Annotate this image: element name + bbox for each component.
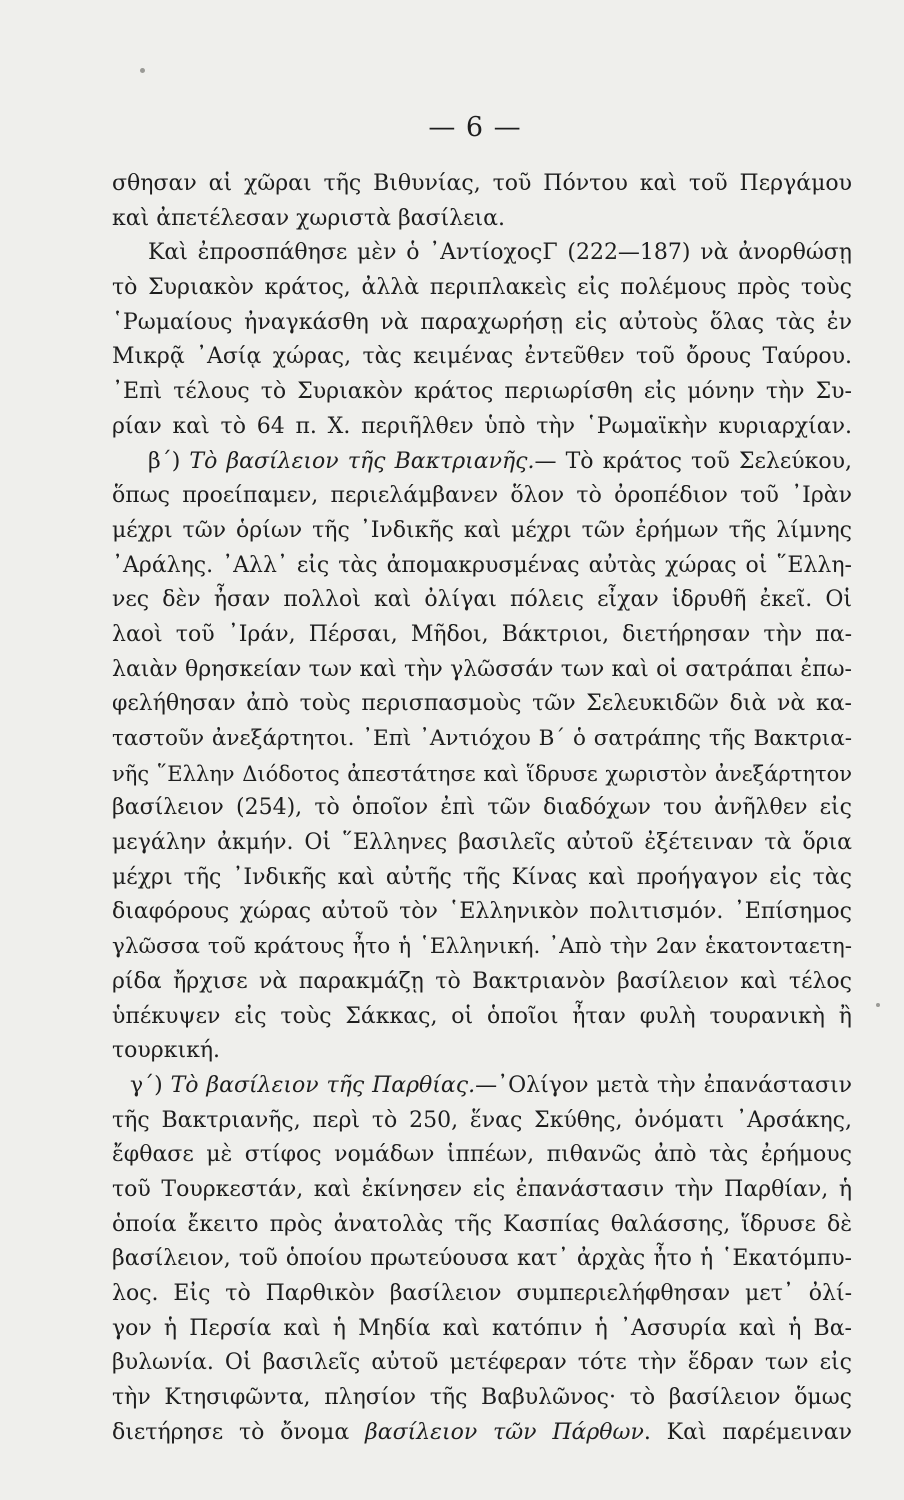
text-line: βασίλειον, τοῦ ὁποίου πρωτεύουσα κατ᾿ ἀρχὰς ἦτο ἡ ῾Εκατόμπυ-	[112, 1246, 852, 1272]
text-line: τὸ Συριακὸν κράτος, ἀλλὰ περιπλακεὶς εἰς πολέμους πρὸς τοὺς	[112, 275, 852, 301]
text-line: ὅπως προείπαμεν, περιελάμβανεν ὅλον τὸ ὀροπέδιον τοῦ ᾿Ιρὰν	[112, 483, 852, 509]
ink-speck	[140, 68, 145, 73]
text-line: καὶ ἀπετέλεσαν χωριστὰ βασίλεια.	[112, 205, 505, 231]
text-line: λαοὶ τοῦ ᾿Ιράν, Πέρσαι, Μῆδοι, Βάκτριοι, διετήρησαν τὴν πα-	[112, 621, 852, 647]
text-line: φελήθησαν ἀπὸ τοὺς περισπασμοὺς τῶν Σελευκιδῶν διὰ νὰ κα-	[112, 691, 852, 717]
text-line: ρίδα ἤρχισε νὰ παρακμάζῃ τὸ Βακτριανὸν βασίλειον καὶ τέλος	[112, 968, 852, 994]
text-line: λαιὰν θρησκείαν των καὶ τὴν γλῶσσάν των καὶ οἱ σατράπαι ἐπω-	[112, 656, 852, 682]
text-line: ᾿Επὶ τέλους τὸ Συριακὸν κράτος περιωρίσθη εἰς μόνην τὴν Συ-	[112, 379, 852, 405]
section-title: Τὸ βασίλειον τῆς Βακτριανῆς.	[189, 448, 535, 474]
text-line: τῆς Βακτριανῆς, περὶ τὸ 250, ἕνας Σκύθης, ὀνόματι ᾿Αρσάκης,	[112, 1107, 852, 1133]
ink-speck	[876, 1003, 880, 1007]
text-line: μεγάλην ἀκμήν. Οἱ ῞Ελληνες βασιλεῖς αὐτοῦ ἐξέτειναν τὰ ὅρια	[112, 830, 852, 856]
section-title: Τὸ βασίλειον τῆς Παρθίας.	[170, 1072, 476, 1098]
text-line: ᾿Αράλης. ᾿Αλλ᾿ εἰς τὰς ἀπομακρυσμένας αὐτὰς χώρας οἱ ῞Ελλη-	[112, 552, 852, 578]
text-line: τουρκική.	[112, 1038, 221, 1064]
text-line: βυλωνία. Οἱ βασιλεῖς αὐτοῦ μετέφεραν τότε τὴν ἕδραν των εἰς	[112, 1350, 852, 1376]
line-text: διετήρησε τὸ ὄνομα	[112, 1419, 366, 1445]
text-line: γον ἡ Περσία καὶ ἡ Μηδία καὶ κατόπιν ἡ ᾿Ασσυρία καὶ ἡ Βα-	[112, 1315, 852, 1341]
page-number: — 6 —	[428, 112, 522, 143]
text-line: ἔφθασε μὲ στίφος νομάδων ἱππέων, πιθανῶς ἀπὸ τὰς ἐρήμους	[112, 1142, 852, 1168]
section-text: —᾿Ολίγον μετὰ τὴν ἐπανάστασιν	[475, 1072, 852, 1098]
text-line: νῆς ῞Ελλην Διόδοτος ἀπεστάτησε καὶ ἵδρυσε χωριστὸν ἀνεξάρτητον	[112, 761, 852, 786]
body-text	[112, 167, 852, 1450]
section-heading-line	[112, 445, 852, 480]
text-line: διαφόρους χώρας αὐτοῦ τὸν ῾Ελληνικὸν πολιτισμόν. ᾿Επίσημος	[112, 899, 852, 925]
text-line: λος. Εἰς τὸ Παρθικὸν βασίλειον συμπεριελήφθησαν μετ᾿ ὀλί-	[112, 1281, 852, 1306]
text-line: νες δὲν ἦσαν πολλοὶ καὶ ὀλίγαι πόλεις εἶχαν ἱδρυθῆ ἐκεῖ. Οἱ	[112, 587, 852, 613]
text-line: ρίαν καὶ τὸ 64 π. Χ. περιῆλθεν ὑπὸ τὴν ῾Ρωμαϊκὴν κυριαρχίαν.	[112, 413, 852, 439]
text-line: ὁποία ἔκειτο πρὸς ἀνατολὰς τῆς Κασπίας θαλάσσης, ἵδρυσε δὲ	[112, 1211, 852, 1237]
paragraph-first-line: Καὶ ἐπροσπάθησε μὲν ὁ ᾿ΑντίοχοςΓ (222—187) νὰ ἀνορθώσῃ	[148, 240, 852, 266]
text-line: τὴν Κτησιφῶντα, πλησίον τῆς Βαβυλῶνος· τὸ βασίλειον ὅμως	[112, 1385, 852, 1411]
text-line: μέχρι τῆς ᾿Ινδικῆς καὶ αὐτῆς τῆς Κίνας καὶ προήγαγον εἰς τὰς	[112, 864, 852, 890]
section-text: — Τὸ κράτος τοῦ Σελεύκου,	[534, 448, 852, 474]
text-line: ῾Ρωμαίους ἠναγκάσθη νὰ παραχωρήσῃ εἰς αὐτοὺς ὅλας τὰς ἐν	[112, 309, 852, 335]
text-line: μέχρι τῶν ὁρίων τῆς ᾿Ινδικῆς καὶ μέχρι τῶν ἐρήμων τῆς λίμνης	[112, 517, 852, 543]
section-marker: β΄)	[148, 448, 190, 474]
text-line: ταστοῦν ἀνεξάρτητοι. ᾿Επὶ ᾿Αντιόχου Β΄ ὁ σατράπης τῆς Βακτρια-	[112, 726, 852, 751]
line-text: . Καὶ παρέμειναν	[643, 1419, 852, 1445]
text-line: Μικρᾷ ᾿Ασίᾳ χώρας, τὰς κειμένας ἐντεῦθεν τοῦ ὄρους Ταύρου.	[112, 344, 852, 370]
text-line: ὑπέκυψεν εἰς τοὺς Σάκκας, οἱ ὁποῖοι ἦταν φυλὴ τουρανικὴ ἢ	[112, 1003, 852, 1029]
section-heading-line	[112, 1069, 852, 1104]
text-line: τοῦ Τουρκεστάν, καὶ ἐκίνησεν εἰς ἐπανάστασιν τὴν Παρθίαν, ἡ	[112, 1176, 852, 1202]
text-line: βασίλειον (254), τὸ ὁποῖον ἐπὶ τῶν διαδόχων του ἀνῆλθεν εἰς	[112, 795, 852, 821]
text-line: γλῶσσα τοῦ κράτους ἦτο ἡ ῾Ελληνική. ᾿Απὸ τὴν 2αν ἑκατονταετη-	[112, 934, 852, 960]
text-line	[112, 1416, 852, 1451]
text-line: σθησαν αἱ χῶραι τῆς Βιθυνίας, τοῦ Πόντου καὶ τοῦ Περγάμου	[112, 171, 852, 196]
section-marker: γ΄)	[130, 1072, 171, 1098]
italic-term: βασίλειον τῶν Πάρθων	[365, 1419, 644, 1445]
